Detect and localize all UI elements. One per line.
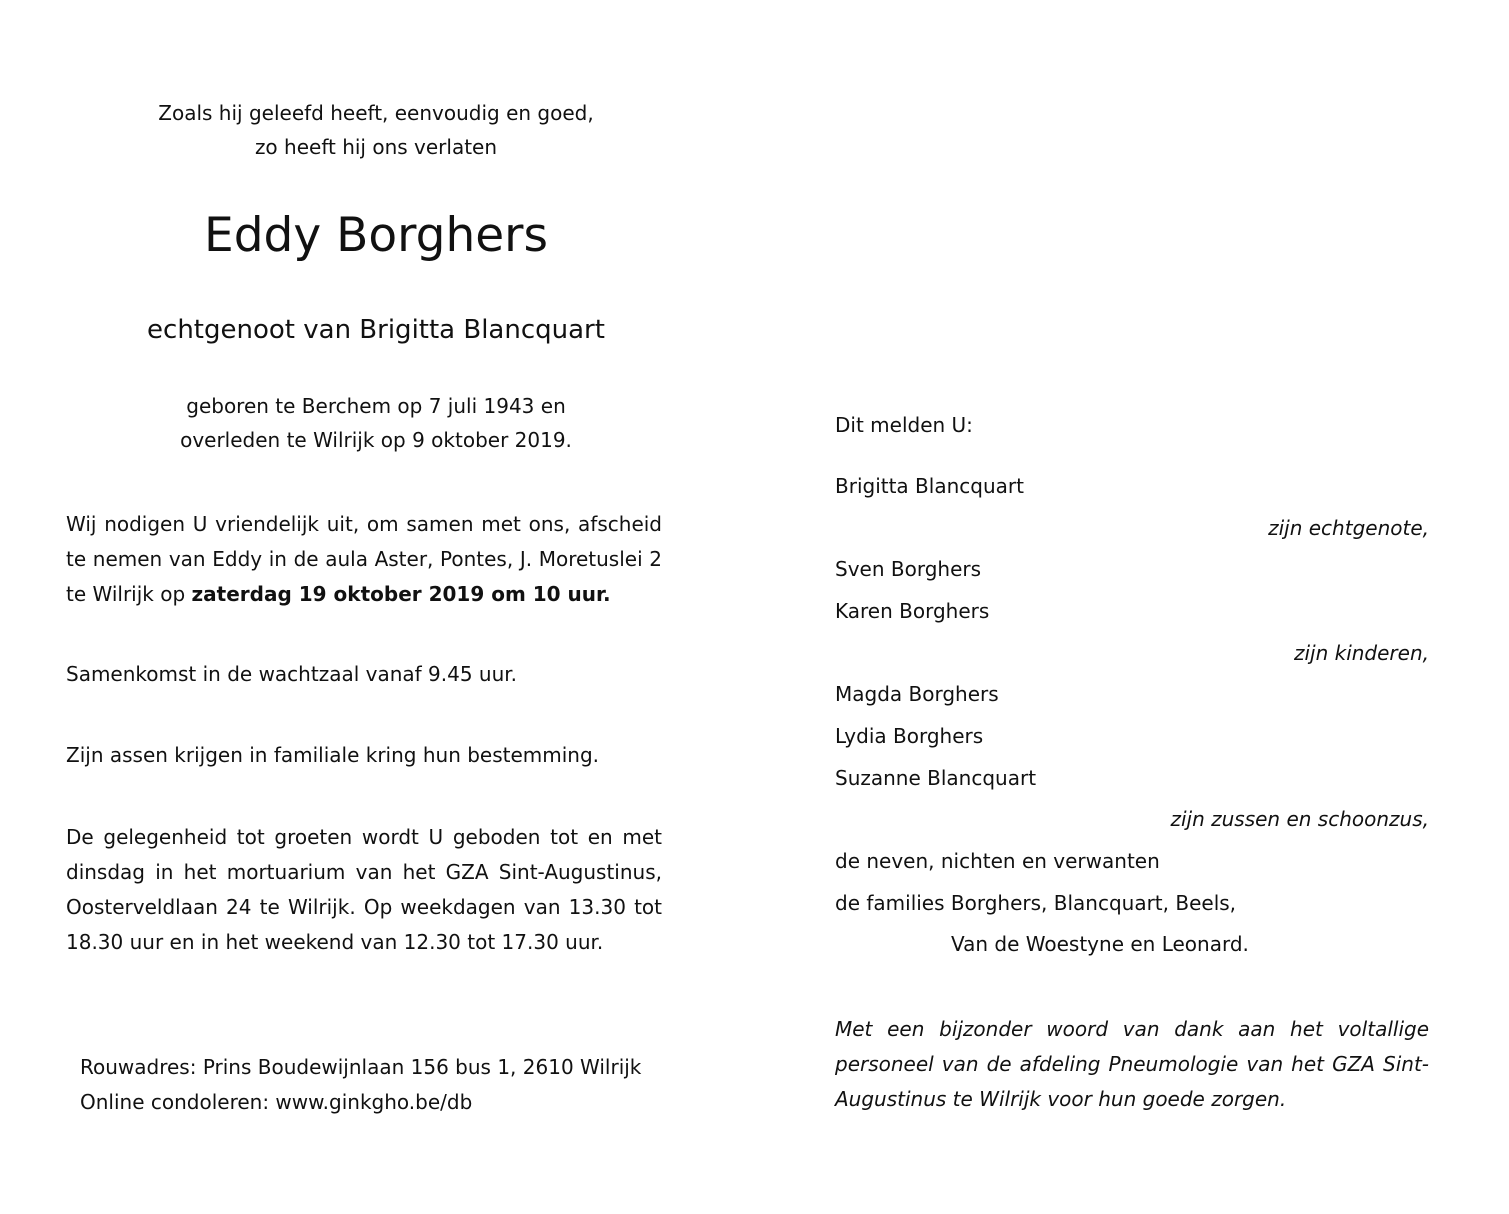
ashes-paragraph: Zijn assen krijgen in familiale kring hun bestemming. — [66, 743, 600, 767]
relatives-line: de neven, nichten en verwanten — [835, 849, 1160, 873]
invitation-text: Wij nodigen U vriendelijk uit, om samen met ons, afscheid te nemen van Eddy in de aula Aster, Pontes, J. Moretuslei 2 te Wilrijk op — [66, 512, 662, 606]
right-panel — [835, 0, 1429, 1214]
spouse-line: echtgenoot van Brigitta Blancquart — [147, 315, 605, 345]
children-role: zijn kinderen, — [1293, 641, 1429, 665]
motto-line-1: Zoals hij geleefd heeft, eenvoudig en goed, — [158, 101, 594, 125]
motto — [66, 96, 686, 164]
visitation-paragraph: De gelegenheid tot groeten wordt U geboden tot en met dinsdag in het mortuarium van het GZA Sint-Augustinus, Oosterveldlaan 24 te Wilrijk. Op weekdagen van 13.30 tot 18.30 uur en in het weekend van 12.30 tot 17.30 uur. — [66, 825, 662, 954]
motto-line-2: zo heeft hij ons verlaten — [254, 135, 498, 159]
sibling-name-3: Suzanne Blancquart — [835, 766, 1037, 790]
spouse-name: Brigitta Blancquart — [835, 474, 1024, 498]
online-condolence: Online condoleren: www.ginkgho.be/db — [80, 1090, 473, 1114]
contact-block — [80, 1050, 700, 1120]
thanks-paragraph: Met een bijzonder woord van dank aan het voltallige personeel van de afdeling Pneumologie van het GZA Sint-Augustinus te Wilrijk voor hun goede zorgen. — [835, 1017, 1429, 1111]
sibling-name-2: Lydia Borghers — [835, 724, 984, 748]
gathering-paragraph: Samenkomst in de wachtzaal vanaf 9.45 uur. — [66, 662, 518, 686]
death-line: overleden te Wilrijk op 9 oktober 2019. — [180, 428, 572, 452]
sibling-name-1: Magda Borghers — [835, 682, 999, 706]
families-line-1: de families Borghers, Blancquart, Beels, — [835, 891, 1237, 915]
birth-line: geboren te Berchem op 7 juli 1943 en — [186, 394, 566, 418]
spouse-role: zijn echtgenote, — [1268, 516, 1429, 540]
ceremony-datetime: zaterdag 19 oktober 2019 om 10 uur. — [191, 582, 611, 606]
invitation-paragraph — [66, 507, 662, 612]
mourning-address: Rouwadres: Prins Boudewijnlaan 156 bus 1, 2610 Wilrijk — [80, 1055, 642, 1079]
life-dates — [66, 389, 686, 457]
deceased-name: Eddy Borghers — [204, 208, 548, 263]
child-name-1: Sven Borghers — [835, 557, 982, 581]
families-line-2: Van de Woestyne en Leonard. — [951, 932, 1249, 956]
siblings-role: zijn zussen en schoonzus, — [1170, 807, 1429, 831]
announcement-intro: Dit melden U: — [835, 413, 973, 437]
child-name-2: Karen Borghers — [835, 599, 990, 623]
